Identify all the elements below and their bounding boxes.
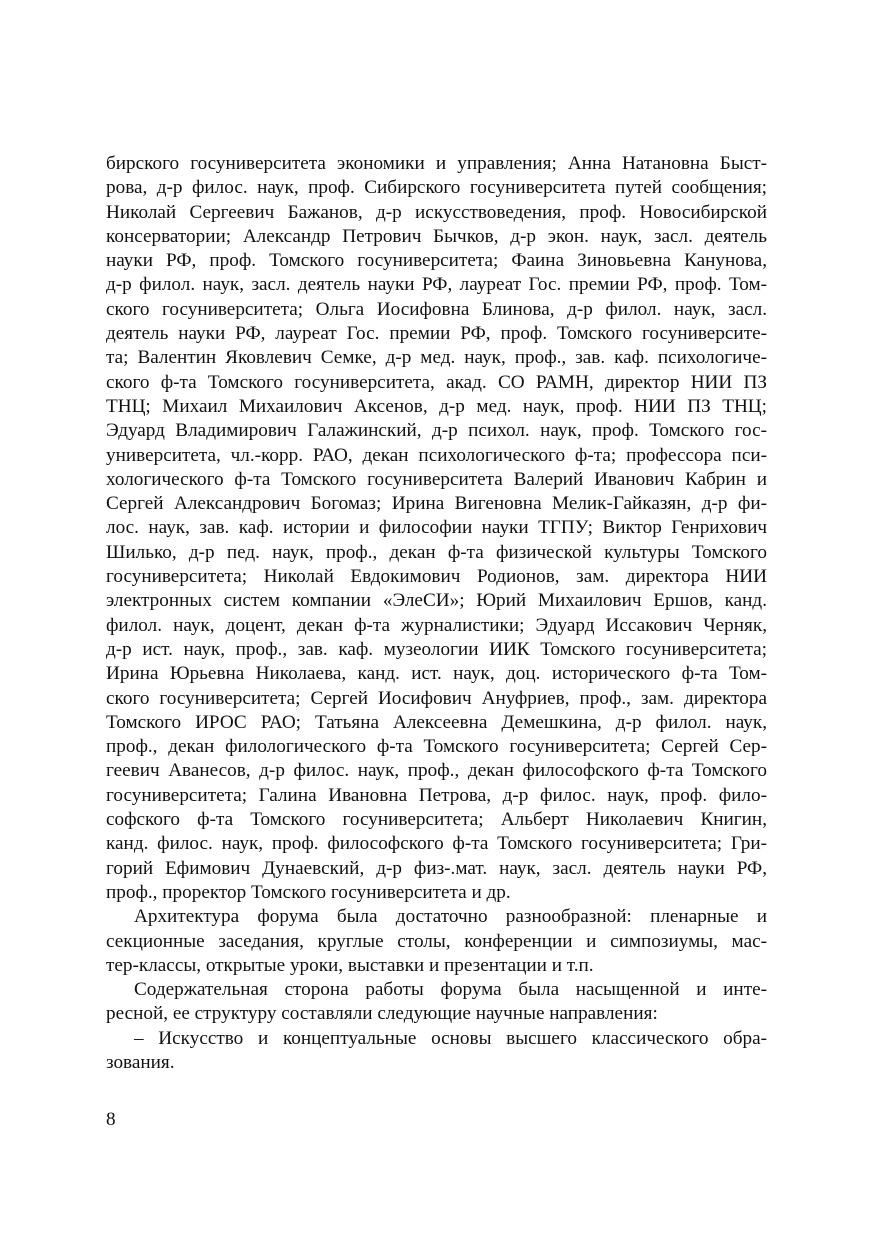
page-number: 8: [106, 1109, 116, 1130]
text-line: канд. филос. наук, проф. философского ф-та Томского госуниверситета; Гри-: [106, 833, 767, 855]
text-line: филол. наук, доцент, декан ф-та журналистики; Эдуард Иссакович Черняк,: [106, 614, 767, 636]
text-line: госуниверситета; Николай Евдокимович Родионов, зам. директора НИИ: [106, 566, 767, 588]
text-line: софского ф-та Томского госуниверситета; Альберт Николаевич Книгин,: [106, 809, 767, 831]
body-text: [106, 152, 767, 1075]
text-line: Шилько, д-р пед. наук, проф., декан ф-та физической культуры Томского: [106, 541, 767, 563]
list-item-first-line: – Искусство и концептуальные основы высшего классического обра-: [134, 1027, 767, 1049]
text-line: горий Ефимович Дунаевский, д-р физ-.мат. наук, засл. деятель науки РФ,: [106, 857, 767, 879]
text-line: университета, чл.-корр. РАО, декан психологического ф-та; профессора пси-: [106, 444, 767, 466]
text-line: Ирина Юрьевна Николаева, канд. ист. наук, доц. исторического ф-та Том-: [106, 663, 767, 685]
text-line: лос. наук, зав. каф. истории и философии науки ТГПУ; Виктор Генрихович: [106, 517, 767, 539]
text-line: науки РФ, проф. Томского госуниверситета; Фаина Зиновьевна Канунова,: [106, 250, 767, 272]
text-line: госуниверситета; Галина Ивановна Петрова, д-р филос. наук, проф. фило-: [106, 784, 767, 806]
text-line: консерватории; Александр Петрович Бычков, д-р экон. наук, засл. деятель: [106, 225, 767, 247]
text-line: ского ф-та Томского госуниверситета, акад. СО РАМН, директор НИИ ПЗ: [106, 371, 767, 393]
text-line: та; Валентин Яковлевич Семке, д-р мед. наук, проф., зав. каф. психологиче-: [106, 347, 767, 369]
text-line: рова, д-р филос. наук, проф. Сибирского госуниверситета путей сообщения;: [106, 177, 767, 199]
paragraph-first-line: Архитектура форума была достаточно разнообразной: пленарные и: [134, 906, 767, 928]
text-line: д-р филол. наук, засл. деятель науки РФ, лауреат Гос. премии РФ, проф. Том-: [106, 274, 767, 296]
text-line: ского госуниверситета; Ольга Иосифовна Блинова, д-р филол. наук, засл.: [106, 298, 767, 320]
text-line: проф., проректор Томского госуниверситета и др.: [106, 881, 511, 903]
text-line: ского госуниверситета; Сергей Иосифович Ануфриев, проф., зам. директора: [106, 687, 767, 709]
paragraph-first-line: Содержательная сторона работы форума была насыщенной и инте-: [134, 979, 767, 1001]
text-line: деятель науки РФ, лауреат Гос. премии РФ, проф. Томского госуниверсите-: [106, 323, 767, 345]
text-line: проф., декан филологического ф-та Томского госуниверситета; Сергей Сер-: [106, 736, 767, 758]
text-line: ТНЦ; Михаил Михаилович Аксенов, д-р мед. наук, проф. НИИ ПЗ ТНЦ;: [106, 395, 767, 417]
text-line: бирского госуниверситета экономики и управления; Анна Натановна Быст-: [106, 153, 767, 174]
text-line: ресной, ее структуру составляли следующие научные направления:: [106, 1003, 658, 1025]
text-line: Сергей Александрович Богомаз; Ирина Вигеновна Мелик-Гайказян, д-р фи-: [106, 493, 767, 515]
text-line: Николай Сергеевич Бажанов, д-р искусствоведения, проф. Новосибирской: [106, 201, 767, 223]
text-line: хологического ф-та Томского госуниверситета Валерий Иванович Кабрин и: [106, 468, 767, 490]
text-line: геевич Аванесов, д-р филос. наук, проф., декан философского ф-та Томского: [106, 760, 767, 782]
text-line: Томского ИРОС РАО; Татьяна Алексеевна Демешкина, д-р филол. наук,: [106, 711, 767, 733]
text-line: электронных систем компании «ЭлеСИ»; Юрий Михаилович Ершов, канд.: [106, 590, 767, 612]
text-line: тер-классы, открытые уроки, выставки и презентации и т.п.: [106, 954, 594, 976]
text-line: секционные заседания, круглые столы, конференции и симпозиумы, мас-: [106, 930, 767, 952]
text-line: Эдуард Владимирович Галажинский, д-р психол. наук, проф. Томского гос-: [106, 420, 767, 442]
text-line: д-р ист. наук, проф., зав. каф. музеологии ИИК Томского госуниверситета;: [106, 638, 767, 660]
text-line: зования.: [106, 1051, 175, 1073]
